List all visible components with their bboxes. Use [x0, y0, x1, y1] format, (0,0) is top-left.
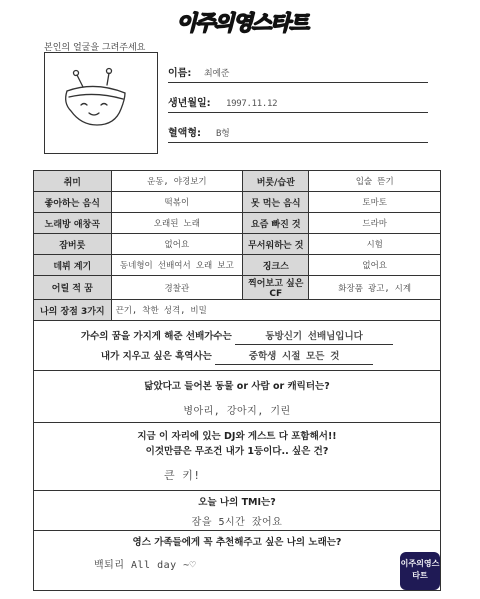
blood-line [168, 120, 428, 143]
grid-label: 못 먹는 음식 [243, 192, 309, 213]
mentor-block [33, 321, 441, 371]
self-portrait-sketch [45, 53, 157, 153]
grid-row [34, 255, 441, 276]
grid-value: 없어요 [309, 255, 441, 276]
mentor-question-line [34, 329, 440, 345]
lookalike-answer: 병아리, 강아지, 기린 [183, 406, 291, 417]
erase-question-line [34, 349, 440, 365]
self-portrait-drawing [44, 52, 158, 154]
grid-label: 버릇/습관 [243, 171, 309, 192]
grid-value: 경찰관 [111, 276, 243, 300]
grid-value: 동네형이 선배여서 오래 보고 [111, 255, 243, 276]
grid-value: 시험 [309, 234, 441, 255]
tmi-answer: 잠을 5시간 잤어요 [191, 517, 283, 528]
strengths-label: 나의 장점 3가지 [34, 300, 112, 321]
brand-stamp-logo: 이주의영스타트 [400, 552, 440, 590]
lookalike-block [33, 371, 441, 423]
grid-row [34, 276, 441, 300]
number1-answer: 큰 키! [164, 469, 201, 482]
grid-row [34, 192, 441, 213]
birth-value: 1997.11.12 [226, 99, 278, 109]
grid-value: 떡볶이 [111, 192, 243, 213]
lookalike-question: 닮았다고 들어본 동물 or 사람 or 캐릭터는? [144, 381, 330, 392]
grid-label: 징크스 [243, 255, 309, 276]
grid-label: 무서워하는 것 [243, 234, 309, 255]
grid-value: 토마토 [309, 192, 441, 213]
name-value: 최예준 [204, 69, 230, 79]
grid-value: 오래된 노래 [111, 213, 243, 234]
name-label: 이름: [168, 68, 192, 79]
grid-value: 없어요 [111, 234, 243, 255]
grid-row [34, 213, 441, 234]
song-answer: 백퇴리 All day ~♡ [94, 560, 197, 571]
grid-label: 어릴 적 꿈 [34, 276, 112, 300]
grid-label: 좋아하는 음식 [34, 192, 112, 213]
mentor-answer: 동방신기 선배님입니다 [235, 329, 393, 345]
erase-answer: 중학생 시절 모든 것 [215, 349, 373, 365]
grid-value: 화장품 광고, 시계 [309, 276, 441, 300]
grid-row-strengths [34, 300, 441, 321]
song-block [33, 531, 441, 591]
grid-label: 취미 [34, 171, 112, 192]
birth-label: 생년월일: [168, 98, 211, 109]
tmi-question: 오늘 나의 TMI는? [198, 497, 276, 508]
grid-label: 요즘 빠진 것 [243, 213, 309, 234]
logo: 이주의영스타트 [176, 11, 308, 35]
number1-block [33, 423, 441, 491]
number1-question-2: 이것만큼은 무조건 내가 1등이다.. 싶은 건? [145, 446, 329, 457]
grid-row [34, 234, 441, 255]
grid-label: 노래방 애창곡 [34, 213, 112, 234]
grid-value: 드라마 [309, 213, 441, 234]
photo-caption: 본인의 얼굴을 그려주세요 [44, 43, 146, 53]
mentor-question: 가수의 꿈을 가지게 해준 선배가수는 [80, 331, 232, 342]
blood-value: B형 [216, 129, 230, 139]
grid-label: 찍어보고 싶은 CF [243, 276, 309, 300]
grid-label: 잠버릇 [34, 234, 112, 255]
song-question: 영스 가족들에게 꼭 추천해주고 싶은 나의 노래는? [132, 537, 342, 548]
erase-question: 내가 지우고 싶은 흑역사는 [100, 351, 212, 362]
number1-question-1: 지금 이 자리에 있는 DJ와 게스트 다 포함해서!! [137, 431, 337, 442]
grid-value: 운동, 야경보기 [111, 171, 243, 192]
profile-grid [33, 170, 441, 321]
blood-label: 혈액형: [168, 128, 201, 139]
grid-value: 입술 뜯기 [309, 171, 441, 192]
tmi-block [33, 491, 441, 531]
grid-row [34, 171, 441, 192]
name-line [168, 60, 428, 83]
birth-line [168, 90, 428, 113]
grid-label: 데뷔 계기 [34, 255, 112, 276]
strengths-value: 끈기, 착한 성격, 비밀 [111, 300, 440, 321]
